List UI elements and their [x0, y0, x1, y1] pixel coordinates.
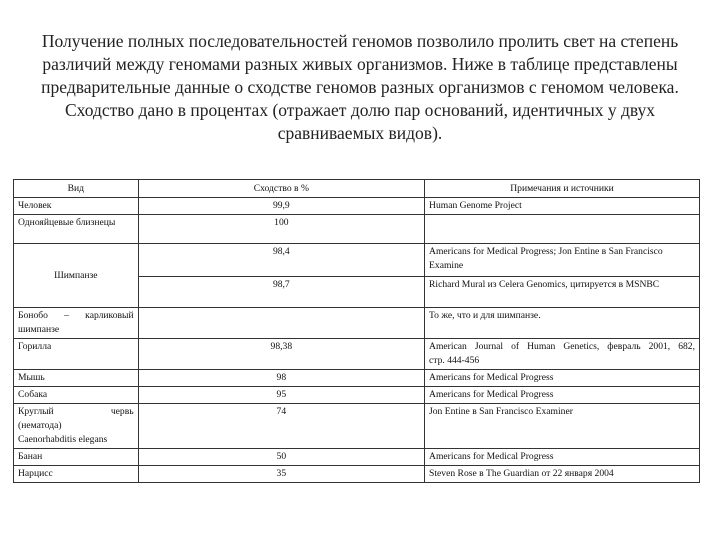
species-cell: Банан — [14, 449, 139, 466]
table-row — [14, 387, 700, 404]
similarity-cell: 98,38 — [138, 339, 424, 370]
similarity-cell: 35 — [138, 466, 424, 483]
species-line: Круглый червь — [18, 406, 134, 417]
notes-cell: Human Genome Project — [425, 198, 700, 215]
species-line: (нематода) — [18, 420, 62, 431]
species-cell: Шимпанзе — [14, 244, 139, 308]
species-cell — [14, 404, 139, 449]
notes-cell — [425, 339, 700, 370]
species-line: Бонобо – карликовый — [18, 310, 134, 321]
notes-line: American Journal of Human Genetics, февраль 2001, 682, — [429, 341, 695, 352]
similarity-cell: 100 — [138, 215, 424, 244]
table-row — [14, 449, 700, 466]
notes-cell: Americans for Medical Progress — [425, 449, 700, 466]
table-row — [14, 198, 700, 215]
header-notes: Примечания и источники — [425, 180, 700, 198]
similarity-cell: 98,7 — [138, 277, 424, 308]
notes-cell — [425, 215, 700, 244]
table-row — [14, 339, 700, 370]
table-row — [14, 370, 700, 387]
header-species: Вид — [14, 180, 139, 198]
species-cell: Мышь — [14, 370, 139, 387]
species-cell: Человек — [14, 198, 139, 215]
table-row — [14, 404, 700, 449]
species-cell: Горилла — [14, 339, 139, 370]
notes-cell: Steven Rose в The Guardian от 22 января 2004 — [425, 466, 700, 483]
species-cell: Собака — [14, 387, 139, 404]
species-cell: Однояйцевые близнецы — [14, 215, 139, 244]
notes-cell: Americans for Medical Progress; Jon Entine в San Francisco Examine — [425, 244, 700, 277]
notes-cell: Richard Mural из Celera Genomics, цитируется в MSNBC — [425, 277, 700, 308]
table-row — [14, 244, 700, 277]
species-cell — [14, 308, 139, 339]
notes-cell: Americans for Medical Progress — [425, 370, 700, 387]
similarity-cell: 95 — [138, 387, 424, 404]
species-cell: Нарцисс — [14, 466, 139, 483]
notes-cell: Jon Entine в San Francisco Examiner — [425, 404, 700, 449]
notes-line: стр. 444-456 — [429, 355, 480, 366]
similarity-cell: 74 — [138, 404, 424, 449]
genome-similarity-table — [13, 179, 700, 483]
table-header-row — [14, 180, 700, 198]
similarity-cell: 50 — [138, 449, 424, 466]
similarity-cell: 98 — [138, 370, 424, 387]
table-row — [14, 215, 700, 244]
table-row — [14, 308, 700, 339]
similarity-cell: 99,9 — [138, 198, 424, 215]
notes-cell: То же, что и для шимпанзе. — [425, 308, 700, 339]
table-row — [14, 466, 700, 483]
similarity-cell: 98,4 — [138, 244, 424, 277]
species-line: Caenorhabditis elegans — [18, 434, 108, 445]
similarity-cell — [138, 308, 424, 339]
header-similarity: Сходство в % — [138, 180, 424, 198]
intro-paragraph: Получение полных последовательностей геномов позволило пролить свет на степень различий между геномами разных живых организмов. Ниже в таблице представлены предварительные данные о сходстве геномов разных организмов с геномом человека. Сходство дано в процентах (отражает долю пар оснований, идентичных у двух сравниваемых видов). — [41, 31, 679, 143]
notes-cell: Americans for Medical Progress — [425, 387, 700, 404]
species-line: шимпанзе — [18, 324, 60, 335]
